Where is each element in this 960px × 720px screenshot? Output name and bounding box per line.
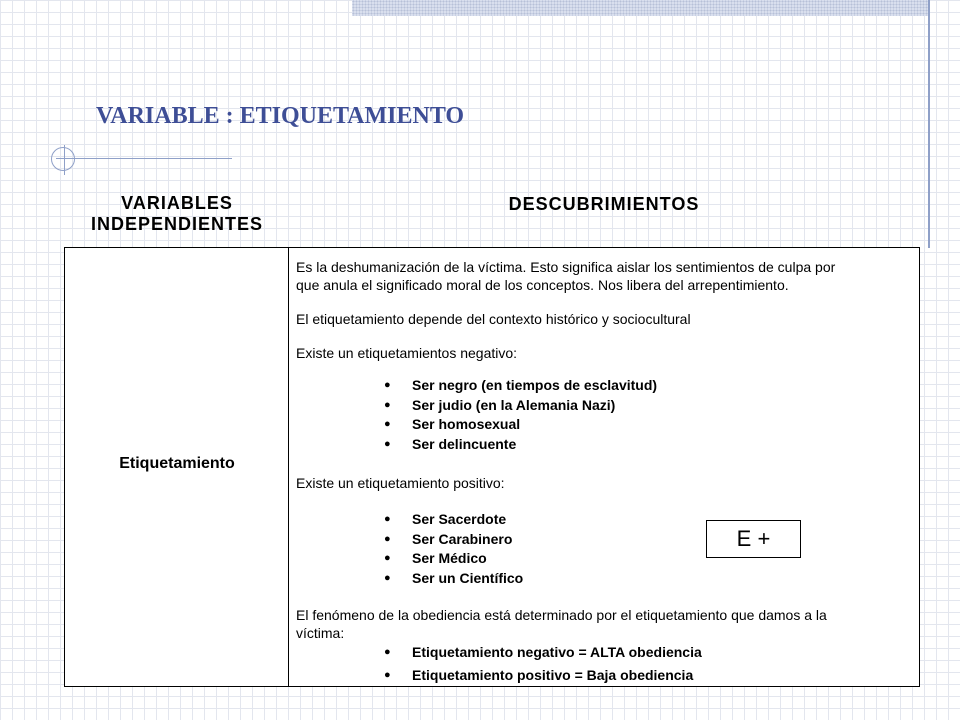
paragraph-obedience-line2: víctima:: [296, 625, 345, 641]
list-item: ● Ser judio (en la Alemania Nazi): [384, 396, 657, 416]
list-item: ● Ser delincuente: [384, 435, 657, 455]
decorative-vertical-line: [928, 0, 930, 248]
positive-list: [384, 510, 523, 588]
list-item: ● Ser Sacerdote: [384, 510, 523, 530]
paragraph-definition-line1: Es la deshumanización de la víctima. Esto significa aislar los sentimientos de culpa por: [296, 259, 836, 275]
decorative-horizontal-line: [56, 158, 232, 159]
paragraph-obedience-line1: El fenómeno de la obediencia está determinado por el etiquetamiento que damos a la: [296, 607, 827, 623]
paragraph-negative-intro: Existe un etiquetamientos negativo:: [296, 345, 518, 361]
list-item: ● Ser negro (en tiempos de esclavitud): [384, 376, 657, 396]
paragraph-positive-intro: Existe un etiquetamiento positivo:: [296, 475, 505, 491]
header-descubrimientos: DESCUBRIMIENTOS: [508, 194, 700, 214]
slide-title: VARIABLE : ETIQUETAMIENTO: [96, 103, 465, 129]
decorative-top-bar: [352, 0, 930, 16]
paragraph-context: El etiquetamiento depende del contexto histórico y sociocultural: [296, 311, 691, 327]
row-label: Etiquetamiento: [119, 455, 235, 472]
decorative-circle: [51, 147, 75, 171]
decorative-circle-line: [64, 145, 65, 175]
conclusion-list: [384, 641, 702, 687]
list-item: ● Ser Médico: [384, 549, 523, 569]
header-variables-independientes: [66, 193, 288, 235]
e-plus-box: E +: [706, 520, 801, 558]
list-item: ● Ser un Científico: [384, 569, 523, 589]
list-item: ● Ser Carabinero: [384, 530, 523, 550]
negative-list: [384, 376, 657, 454]
list-item: ● Etiquetamiento positivo = Baja obediencia: [384, 664, 702, 687]
list-item: ● Etiquetamiento negativo = ALTA obediencia: [384, 641, 702, 664]
paragraph-definition-line2: que anula el significado moral de los conceptos. Nos libera del arrepentimiento.: [296, 277, 789, 293]
header-left-line1: VARIABLES: [121, 193, 233, 213]
header-left-line2: INDEPENDIENTES: [90, 214, 264, 234]
table-column-divider: [288, 247, 289, 687]
list-item: ● Ser homosexual: [384, 415, 657, 435]
